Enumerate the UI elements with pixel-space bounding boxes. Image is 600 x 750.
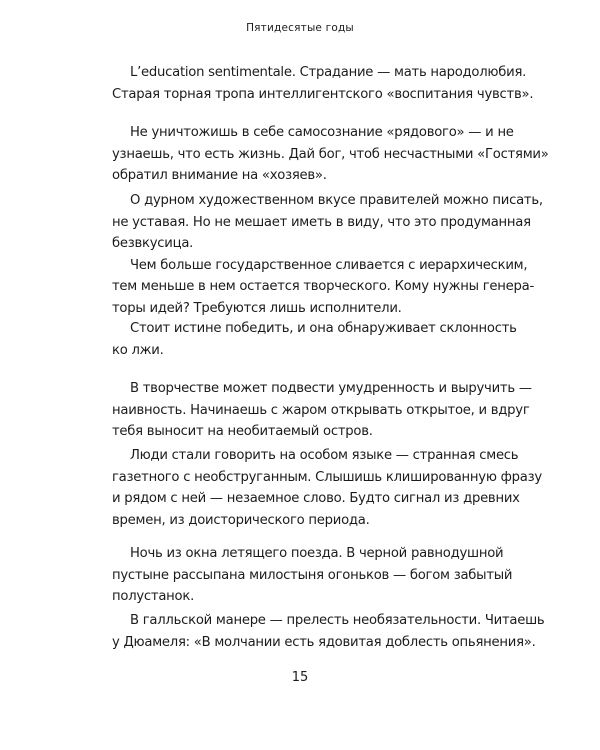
text-line: Ночь из окна летящего поезда. В черной равнодушной [130, 546, 504, 561]
text-line: Старая торная тропа интеллигентского «воспитания чувств». [112, 86, 534, 102]
text-line: торы идей? Требуются лишь исполнители. [112, 300, 402, 316]
text-line: L’education sentimentale. Страдание — мать народолюбия. [130, 65, 527, 80]
text-line: времен, из доисторического периода. [112, 512, 370, 528]
text-line: Чем больше государственное сливается с иерархическим, [130, 257, 528, 273]
text-line: В галльской манере — прелесть необязательности. Читаешь [130, 613, 545, 628]
running-head: Пятидесятые годы [246, 22, 354, 34]
text-line: безвкусица. [112, 236, 194, 251]
text-line: В творчестве может подвести умудренность и выручить — [130, 381, 532, 396]
paragraph-sentimental-education [112, 62, 534, 105]
text-line: узнаешь, что есть жизнь. Дай бог, чтоб несчастными «Гостями» [112, 146, 549, 162]
paragraph-creativity [112, 378, 532, 443]
text-line: обратил внимание на «хозяев». [112, 168, 327, 183]
text-line: тем меньше в нем остается творческого. Кому нужны генера- [112, 279, 534, 294]
text-line: наивность. Начинаешь с жаром открывать открытое, и вдруг [112, 402, 530, 418]
paragraph-language [112, 445, 542, 531]
text-line: тебя выносит на необитаемый остров. [112, 424, 373, 439]
paragraph-night-train [112, 543, 513, 608]
text-line: полустанок. [112, 589, 195, 604]
text-line: ко лжи. [112, 342, 164, 358]
paragraph-gallic-manner [112, 610, 545, 653]
paragraph-bad-taste [112, 190, 543, 319]
text-line: не уставая. Но не мешает иметь в виду, что это продуманная [112, 214, 531, 230]
text-line: О дурном художественном вкусе правителей можно писать, [130, 193, 543, 208]
text-line: и рядом с ней — незаемное слово. Будто сигнал из древних [112, 491, 520, 506]
paragraph-self-awareness [112, 122, 549, 187]
page-number: 15 [291, 670, 309, 685]
text-line: газетного с необструганным. Слышишь клишированную фразу [112, 469, 542, 485]
text-line: Не уничтожишь в себе самосознание «рядового» — и не [130, 125, 514, 140]
text-line: Люди стали говорить на особом языке — странная смесь [130, 448, 519, 463]
text-line: Стоит истине победить, и она обнаруживает склонность [130, 321, 517, 336]
paragraph-truth [112, 318, 517, 361]
text-line: у Дюамеля: «В молчании есть ядовитая доблесть опьянения». [112, 634, 536, 650]
text-line: пустыне рассыпана милостыня огоньков — богом забытый [112, 567, 513, 583]
